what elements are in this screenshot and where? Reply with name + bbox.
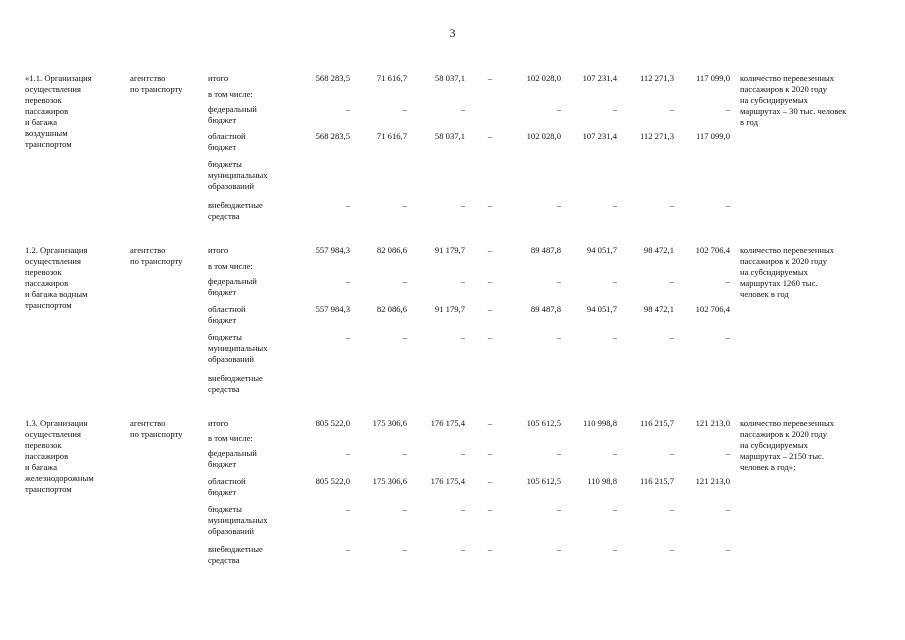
cell-2014: 175 306,6 <box>372 476 407 486</box>
cell-2020: 117 099,0 <box>695 131 730 141</box>
cell-2017: – <box>556 504 561 514</box>
cell-2017: 89 487,8 <box>530 304 561 314</box>
cell-2018: 107 231,4 <box>582 73 617 83</box>
cell-2019: – <box>669 332 674 342</box>
cell-2019: – <box>669 276 674 286</box>
cell-2018: – <box>612 448 617 458</box>
section-executor: агентство по транспорту <box>130 418 183 439</box>
cell-2018: 94 051,7 <box>586 304 617 314</box>
cell-2014: 175 306,6 <box>372 418 407 428</box>
cell-2020: – <box>725 544 730 554</box>
cell-2016: – <box>487 276 493 286</box>
cell-2015: 58 037,1 <box>434 73 465 83</box>
row-source: итого <box>208 418 229 428</box>
cell-2015: – <box>460 276 465 286</box>
cell-2020: – <box>725 448 730 458</box>
cell-2017: 89 487,8 <box>530 245 561 255</box>
cell-2018: 110 998,8 <box>582 418 617 428</box>
section-name: 1.3. Организация осуществления перевозок пассажиров и багажа железнодорожным транспортом <box>25 418 94 494</box>
cell-2016: – <box>487 131 493 141</box>
cell-2018: 107 231,4 <box>582 131 617 141</box>
cell-2014: – <box>402 276 407 286</box>
cell-2014: 82 086,6 <box>376 245 407 255</box>
cell-total: – <box>345 544 350 554</box>
cell-total: – <box>345 504 350 514</box>
cell-2019: 116 215,7 <box>639 476 674 486</box>
cell-2018: – <box>612 332 617 342</box>
cell-2019: 98 472,1 <box>643 245 674 255</box>
cell-2016: – <box>487 332 493 342</box>
cell-2017: – <box>556 104 561 114</box>
row-source: федеральный бюджет <box>208 448 257 469</box>
cell-total: – <box>345 332 350 342</box>
cell-2018: – <box>612 104 617 114</box>
cell-2020: – <box>725 200 730 210</box>
section-result: количество перевезенных пассажиров к 2020 году на субсидируемых маршрутах – 30 тыс. человек в год <box>740 73 847 127</box>
row-source: внебюджетные средства <box>208 200 263 221</box>
row-source: областной бюджет <box>208 131 246 152</box>
cell-2015: 91 179,7 <box>434 304 465 314</box>
cell-2014: 71 616,7 <box>376 73 407 83</box>
cell-2017: 105 612,5 <box>526 476 561 486</box>
cell-2019: – <box>669 448 674 458</box>
cell-2020: 121 213,0 <box>695 418 730 428</box>
section-name: 1.2. Организация осуществления перевозок пассажиров и багажа водным транспортом <box>25 245 88 310</box>
cell-2014: 71 616,7 <box>376 131 407 141</box>
section-result: количество перевезенных пассажиров к 2020 году на субсидируемых маршрутах – 2150 тыс. человек в год»; <box>740 418 835 472</box>
section-name: «1.1. Организация осуществления перевозок пассажиров и багажа воздушным транспортом <box>25 73 92 149</box>
row-source: в том числе: <box>208 261 253 271</box>
cell-total: 805 522,0 <box>315 476 350 486</box>
cell-total: – <box>345 104 350 114</box>
cell-2014: – <box>402 504 407 514</box>
cell-2018: 110 98,8 <box>587 476 617 486</box>
cell-2015: 58 037,1 <box>434 131 465 141</box>
section-executor: агентство по транспорту <box>130 245 183 266</box>
cell-2016: – <box>487 504 493 514</box>
cell-2017: 102 028,0 <box>526 73 561 83</box>
cell-2014: – <box>402 448 407 458</box>
cell-2016: – <box>487 73 493 83</box>
cell-2020: – <box>725 332 730 342</box>
cell-2016: – <box>487 200 493 210</box>
cell-2014: – <box>402 104 407 114</box>
cell-2018: – <box>612 544 617 554</box>
cell-2020: – <box>725 504 730 514</box>
cell-total: 568 283,5 <box>315 131 350 141</box>
cell-2014: 82 086,6 <box>376 304 407 314</box>
cell-2016: – <box>487 245 493 255</box>
cell-2016: – <box>487 418 493 428</box>
cell-2020: – <box>725 276 730 286</box>
cell-2014: – <box>402 200 407 210</box>
cell-2015: – <box>460 448 465 458</box>
row-source: областной бюджет <box>208 476 246 497</box>
cell-2014: – <box>402 544 407 554</box>
row-source: областной бюджет <box>208 304 246 325</box>
row-source: бюджеты муниципальных образований <box>208 332 268 364</box>
cell-2017: 102 028,0 <box>526 131 561 141</box>
cell-2020: – <box>725 104 730 114</box>
cell-2015: 91 179,7 <box>434 245 465 255</box>
cell-2017: – <box>556 276 561 286</box>
cell-2019: 112 271,3 <box>639 131 674 141</box>
row-source: итого <box>208 245 229 255</box>
cell-2014: – <box>402 332 407 342</box>
cell-2019: – <box>669 504 674 514</box>
cell-2015: – <box>460 504 465 514</box>
cell-2015: 176 175,4 <box>430 418 465 428</box>
cell-2015: – <box>460 332 465 342</box>
cell-2019: 98 472,1 <box>643 304 674 314</box>
cell-2015: 176 175,4 <box>430 476 465 486</box>
cell-2017: – <box>556 332 561 342</box>
cell-2018: – <box>612 200 617 210</box>
cell-2020: 102 706,4 <box>695 245 730 255</box>
section-result: количество перевезенных пассажиров к 2020 году на субсидируемых маршрутах 1260 тыс. человек в год <box>740 245 835 299</box>
page-number: 3 <box>449 26 456 40</box>
cell-total: – <box>345 200 350 210</box>
cell-total: 568 283,5 <box>315 73 350 83</box>
row-source: федеральный бюджет <box>208 104 257 125</box>
cell-2020: 117 099,0 <box>695 73 730 83</box>
row-source: внебюджетные средства <box>208 544 263 565</box>
cell-2017: – <box>556 544 561 554</box>
cell-2019: 112 271,3 <box>639 73 674 83</box>
cell-2017: – <box>556 200 561 210</box>
cell-2018: – <box>612 504 617 514</box>
cell-2020: 121 213,0 <box>695 476 730 486</box>
cell-2016: – <box>487 544 493 554</box>
cell-total: 557 984,3 <box>315 245 350 255</box>
cell-total: – <box>345 276 350 286</box>
cell-2017: 105 612,5 <box>526 418 561 428</box>
cell-2017: – <box>556 448 561 458</box>
row-source: бюджеты муниципальных образований <box>208 159 268 191</box>
row-source: в том числе: <box>208 433 253 443</box>
cell-2019: – <box>669 104 674 114</box>
cell-total: 805 522,0 <box>315 418 350 428</box>
cell-total: 557 984,3 <box>315 304 350 314</box>
cell-2018: – <box>612 276 617 286</box>
cell-2018: 94 051,7 <box>586 245 617 255</box>
row-source: итого <box>208 73 229 83</box>
cell-2019: – <box>669 200 674 210</box>
cell-2016: – <box>487 476 493 486</box>
cell-2015: – <box>460 104 465 114</box>
cell-2015: – <box>460 544 465 554</box>
row-source: бюджеты муниципальных образований <box>208 504 268 536</box>
row-source: федеральный бюджет <box>208 276 257 297</box>
cell-2020: 102 706,4 <box>695 304 730 314</box>
cell-2015: – <box>460 200 465 210</box>
cell-2019: – <box>669 544 674 554</box>
row-source: в том числе: <box>208 89 253 99</box>
cell-2016: – <box>487 304 493 314</box>
row-source: внебюджетные средства <box>208 373 263 394</box>
cell-total: – <box>345 448 350 458</box>
section-executor: агентство по транспорту <box>130 73 183 94</box>
cell-2019: 116 215,7 <box>639 418 674 428</box>
cell-2016: – <box>487 448 493 458</box>
